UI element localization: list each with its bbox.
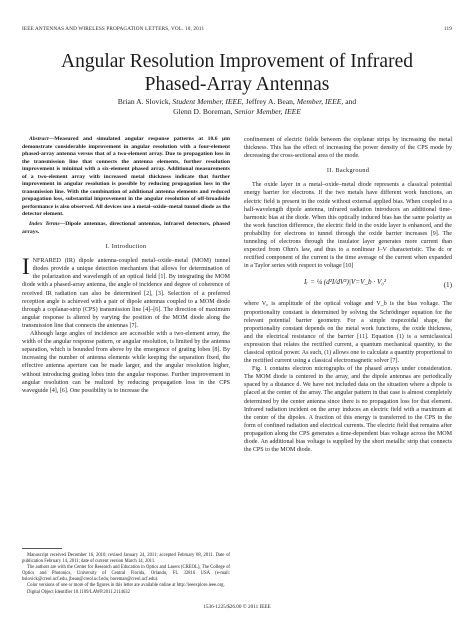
equation-body: Iᵣ = ¼ (d²I/dV²)|V=V_b · V₀²: [304, 278, 387, 287]
background-paragraph-1: The oxide layer in a metal–oxide–metal diode represents a classical potential energy barrier for electrons. If the two metals have different work functions, an electric field is present in the oxide without external applied bias. When coupled to a half-wavelength dipole antenna, infrared radiation introduces an additional time-harmonic bias at the diode. When this optically induced bias has the same polarity as the work function difference, the electric field in the oxide layer is enhanced, and the probability for electrons to tunnel through the oxide barrier increases [9]. The tunneling of electrons through the insulator layer generates more current than expected from Ohm's law, and thus to a nonlinear I–V characteristic. The dc or rectified component of the current is the time average of the current when expanded in a Taylor series with respect to voltage [10]: [244, 182, 452, 270]
section-heading-introduction: I. Introduction: [105, 243, 147, 251]
intro-paragraph-2: Although large angles of incidence are accessible with a two-element array, the width of the angular response pattern, or angular resolution, is limited by the antenna separation, which is bounded from above by the emergence of grating lobes [8]. By increasing the number of antenna elements while keeping the separation fixed, the effective antenna aperture can be made larger, and the angular resolution higher, without introducing grating lobes into the angular response. Further improvement in angular resolution can be realized by reducing propagation loss in the CPS waveguide [4], [6]. One possibility is to increase the: [22, 331, 230, 394]
index-terms-label: Index Terms—: [29, 221, 66, 228]
footnote-color: Color versions of one or more of the figures in this letter are available online at http://ieeexplore.ieee.org.: [27, 583, 225, 589]
footnote-doi: Digital Object Identifier 10.1109/LAWP.2011.2114632: [27, 589, 130, 595]
paper-title: [20, 50, 454, 96]
abstract-text: Measured and simulated angular response patterns at 10.6 μm demonstrate considerable improvement in angular resolution with a four-element phased-array antenna versus that of a two-element array. Due to propagation loss in the transmission line that connects the antenna elements, further resolution improvement is minimal with a six-element phased array. Additional measurements of a two-element array with increased metal thickness indicate that further improvement in angular resolution is possible by reducing propagation loss in the transmission line. With the combination of additional antenna elements and reduced propagation loss, substantial improvement in the angular resolution of off-broadside performance is also observed. All devices use a metal–oxide–metal tunnel diode as the detector element.: [22, 136, 230, 218]
index-terms-text: Dipole antennas, directional antennas, infrared detectors, phased arrays.: [22, 221, 230, 235]
continued-paragraph: confinement of electric fields between the coplanar strips by increasing the metal thickness. This has the effect of increasing the power density of the CPS mode by decreasing the cross-sectional area of the mode.: [244, 137, 452, 160]
footnote-rule: [22, 548, 62, 549]
background-paragraph-2: where V₀ is amplitude of the optical voltage and V_b is the bias voltage. The proportionality constant is determined by solving the Schrödinger equation for the relevant potential barrier geometry. For a simple trapezoidal shape, the proportionality constant depends on the metal work functions, the oxide thickness, and the electrical resistance of the barrier [11]. Equation (1) is a semiclassical expression that relates the rectified current, a quantum mechanical quantity, to the classical optical power. As such, (1) allows one to calculate a quantity proportional to the rectified current using a classical electromagnetic solver [7].: [244, 301, 452, 365]
intro-paragraph-1-text: NFRARED (IR) dipole antenna-coupled metal–oxide–metal (MOM) tunnel diodes provide a unique detection mechanism that allows for determination of the polarization and wavelength of an optical field [1]. By integrating the MOM diode with a phased-array antenna, the angle of incidence and degree of coherence of received IR radiation can also be determined [2], [3]. Selection of a preferred reception angle is achieved with a pair of dipole antennas coupled to a MOM diode through a coplanar-strip (CPS) transmission line [4]–[6]. The direction of maximum angular response is altered by varying the position of the MOM diode along the transmission line that connects the antennas [7].: [22, 258, 230, 329]
section-heading-background: II. Background: [326, 167, 370, 175]
running-header: [22, 26, 452, 36]
left-column: [22, 136, 230, 395]
author-2-role: Member, IEEE,: [296, 97, 344, 106]
author-2: Jeffrey A. Bean,: [245, 97, 295, 106]
abstract-label: Abstract—: [29, 136, 55, 142]
author-list: [40, 97, 434, 117]
title-line-2: Phased-Array Antennas: [144, 74, 330, 95]
author-1-role: Student Member, IEEE,: [172, 97, 244, 106]
copyright-footer: 1536-1225/$26.00 © 2011 IEEE: [203, 604, 271, 610]
intro-paragraph-1: [22, 254, 230, 330]
title-line-1: Angular Resolution Improvement of Infrared: [61, 51, 413, 72]
footnote-affiliation: The authors are with the Center for Research and Education in Optics and Lasers (CREOL), The College of Optics and Photonics, University of Central Florida, Orlando, FL 32816 USA (e-mail: bslovick@creol.ucf.edu, jbean@creol.ucf.edu; boreman@creol.ucf.edu).: [22, 565, 230, 583]
index-terms: [22, 221, 230, 236]
page-number: 119: [443, 26, 452, 32]
abstract: [22, 136, 230, 219]
author-conjunction: and: [345, 97, 357, 106]
footnotes: [22, 548, 230, 596]
journal-name: IEEE ANTENNAS AND WIRELESS PROPAGATION LETTERS, VOL. 10, 2011: [22, 26, 205, 32]
drop-cap: I: [22, 254, 30, 280]
equation-1: [244, 275, 452, 295]
equation-number: (1): [443, 281, 452, 290]
author-1: Brian A. Slovick,: [117, 97, 171, 106]
background-paragraph-3: Fig. 1 contains electron micrographs of the phased arrays under consideration. The MOM diode is centered in the array, and the dipole antennas are periodically spaced by a distance d. We have not included data on the situation where a dipole is placed at the center of the array. The angular pattern in that case is almost completely determined by the center antenna since there is no propagation loss for that element. Infrared radiation incident on the array induces an electric field with a maximum at the center of the dipoles. A fraction of this energy is transferred to the CPS in the form of confined radiation and electrical currents. The electric field that remains after propagation along the CPS generates a time-dependent bias voltage across the MOM diode. An additional bias voltage is supplied by the short metallic strip that connects the CPS to the MOM diode.: [244, 366, 452, 454]
author-3-role: Senior Member, IEEE: [234, 107, 301, 116]
right-column: [244, 136, 452, 454]
author-3: Glenn D. Boreman,: [173, 107, 233, 116]
footnote-manuscript: Manuscript received December 16, 2010; revised January 24, 2011; accepted February 08, 2011. Date of publication February 14, 2011; date of current version March 14, 2011.: [22, 553, 230, 565]
